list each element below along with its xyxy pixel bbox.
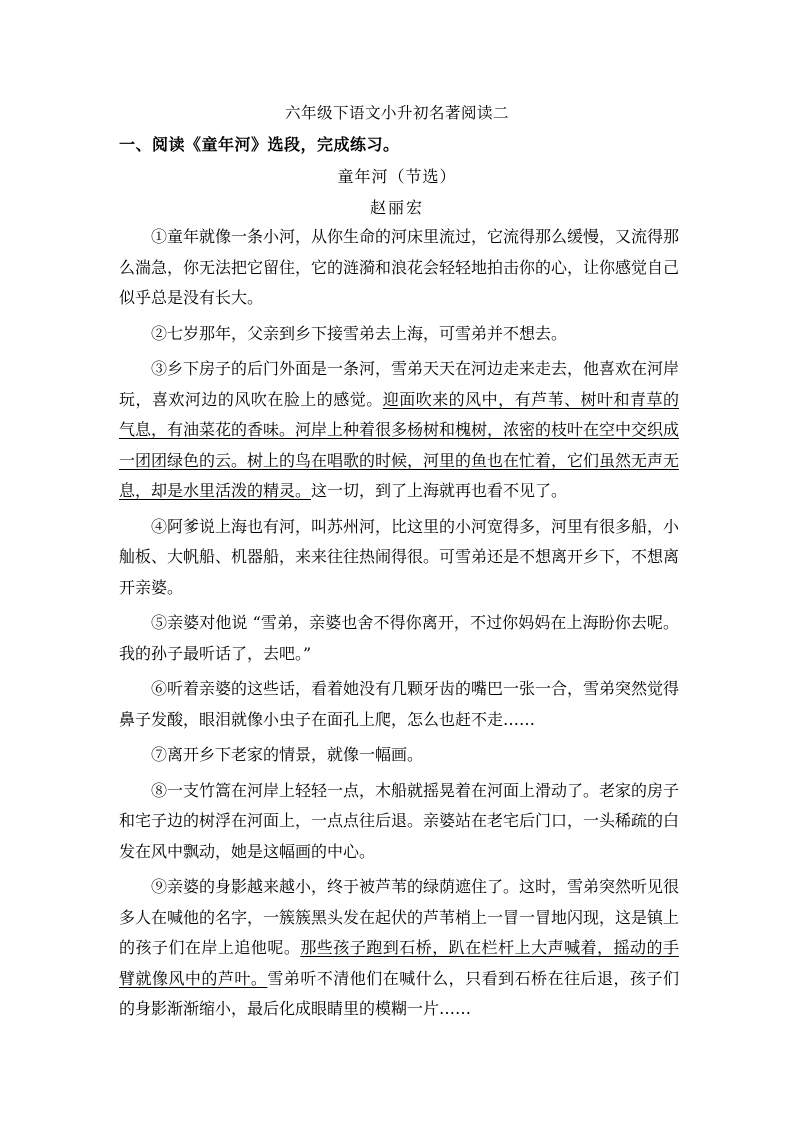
paragraph-text: ⑨亲婆的身影越来越小，终于被芦苇的绿荫遮住了。这时，雪弟突然听见很多人在喊他的名字，一簇簇黑头发在起伏的芦苇梢上一冒一冒地闪现，这是镇上的孩子们在岸上追他呢。 xyxy=(119,877,680,957)
paragraph-2 xyxy=(119,319,679,350)
paragraph-4 xyxy=(119,512,679,604)
story-author: 赵丽宏 xyxy=(369,198,424,217)
paragraph-text: 这一切，到了上海就再也看不见了。 xyxy=(311,481,568,500)
paragraph-text: ⑦离开乡下老家的情景，就像一幅画。 xyxy=(151,745,424,764)
paragraph-text: ⑧一支竹篙在河岸上轻轻一点，木船就摇晃着在河面上滑动了。老家的房子和宅子边的树浮在河面上，一点点往后退。亲婆站在老宅后门口，一头稀疏的白发在风中飘动，她是这幅画的中心。 xyxy=(119,780,680,861)
paragraph-3 xyxy=(119,354,679,507)
story-title: 童年河（节选） xyxy=(337,167,457,186)
passage-body xyxy=(119,222,679,1030)
paragraph-text: ③乡下房子的后门外面是一条河，雪弟天天在河边走来走去，他喜欢在河岸玩，喜欢河边的风吹在脸上的感觉。 xyxy=(119,359,680,409)
paragraph-9 xyxy=(119,872,679,1025)
paragraph-text: ⑤亲婆对他说 “雪弟，亲婆也舍不得你离开，不过你妈妈在上海盼你去呢。我的孙子最听话了，去吧。” xyxy=(119,613,679,663)
paragraph-text: ①童年就像一条小河，从你生命的河床里流过，它流得那么缓慢，又流得那么湍急，你无法把它留住，它的涟漪和浪花会轻轻地拍击你的心，让你感觉自己似乎总是没有长大。 xyxy=(119,227,680,307)
document-title: 六年级下语文小升初名著阅读二 xyxy=(284,104,509,122)
paragraph-text: ⑥听着亲婆的这些话，看着她没有几颗牙齿的嘴巴一张一合，雪弟突然觉得鼻子发酸，眼泪就像小虫子在面孔上爬，怎么也赶不走…… xyxy=(119,679,680,729)
paragraph-1 xyxy=(119,222,679,314)
paragraph-text: ④阿爹说上海也有河，叫苏州河，比这里的小河宽得多，河里有很多船，小舢板、大帆船、机器船，来来往往热闹得很。可雪弟还是不想离开乡下，不想离开亲婆。 xyxy=(119,516,680,597)
underlined-sentence: 那些孩子跑到石桥，趴在栏杆上大声喊着，摇动的手臂就像风中的芦叶。 xyxy=(119,938,679,988)
paragraph-text: ②七岁那年，父亲到乡下接雪弟去上海，可雪弟并不想去。 xyxy=(151,323,568,343)
paragraph-7 xyxy=(119,740,679,771)
paragraph-text: 雪弟听不清他们在喊什么，只看到石桥在往后退，孩子们的身影渐渐缩小，最后化成眼睛里的模糊一片…… xyxy=(119,968,679,1018)
paragraph-6 xyxy=(119,674,679,735)
section-heading: 一、阅读《童年河》选段，完成练习。 xyxy=(119,135,400,154)
paragraph-5 xyxy=(119,608,679,669)
underlined-sentence: 迎面吹来的风中，有芦苇、树叶和青草的气息，有油菜花的香味。河岸上种着很多杨树和槐树，浓密的枝叶在空中交织成一团团绿色的云。树上的鸟在唱歌的时候，河里的鱼也在忙着，它们虽然无声无息，却是水里活泼的精灵。 xyxy=(119,389,680,500)
paragraph-8 xyxy=(119,776,679,868)
